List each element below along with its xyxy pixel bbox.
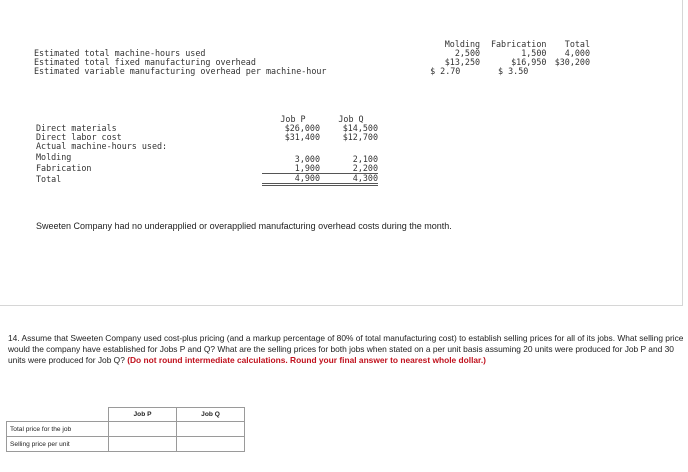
job-p-value: 1,900 bbox=[262, 164, 320, 174]
molding-value: 2,500 bbox=[454, 48, 481, 58]
job-costs-table bbox=[36, 115, 378, 186]
job-q-value: 4,300 bbox=[320, 174, 378, 185]
job-p-value: $31,400 bbox=[284, 132, 320, 142]
row-label: Total bbox=[36, 173, 62, 184]
job-p-value: 3,000 bbox=[294, 154, 320, 164]
rounding-instruction: (Do not round intermediate calculations. Round your final answer to nearest whole dollar.) bbox=[127, 355, 486, 365]
job-q-total-price-input[interactable] bbox=[177, 423, 244, 436]
row-label: Estimated total fixed manufacturing overhead bbox=[34, 57, 256, 67]
answer-header-row bbox=[7, 408, 245, 422]
row-label: Direct materials bbox=[36, 123, 117, 133]
row-label: Actual machine-hours used: bbox=[36, 141, 168, 151]
job-row bbox=[36, 151, 378, 164]
answer-header-job-p: Job P bbox=[109, 408, 177, 422]
row-label: Estimated total machine-hours used bbox=[34, 48, 206, 58]
header-job-q: Job Q bbox=[338, 114, 364, 124]
job-p-value: $26,000 bbox=[284, 123, 320, 133]
fabrication-value: $ 3.50 bbox=[498, 66, 529, 76]
job-p-value bbox=[262, 142, 320, 151]
job-p-value: 4,900 bbox=[262, 174, 320, 185]
header-job-p: Job P bbox=[280, 114, 306, 124]
header-molding: Molding bbox=[444, 39, 481, 49]
answer-row-total bbox=[7, 422, 245, 437]
job-p-unit-price-cell bbox=[109, 437, 177, 452]
row-label: Molding bbox=[36, 152, 72, 162]
job-q-unit-price-cell bbox=[177, 437, 245, 452]
job-q-value: $12,700 bbox=[342, 132, 378, 142]
row-label: Estimated variable manufacturing overhead per machine-hour bbox=[34, 66, 327, 76]
job-q-value bbox=[320, 142, 378, 151]
header-total: Total bbox=[564, 39, 590, 49]
job-q-total-price-cell bbox=[177, 422, 245, 437]
total-value: $30,200 bbox=[554, 57, 590, 67]
molding-value: $13,250 bbox=[444, 57, 481, 67]
job-row bbox=[36, 164, 378, 174]
job-row bbox=[36, 174, 378, 185]
molding-value: $ 2.70 bbox=[430, 66, 461, 76]
row-label: Fabrication bbox=[36, 163, 92, 174]
row-label-unit-price: Selling price per unit bbox=[7, 437, 109, 452]
answer-row-unit bbox=[7, 437, 245, 452]
over-underapplied-note: Sweeten Company had no underapplied or overapplied manufacturing overhead costs during the month. bbox=[36, 221, 452, 231]
row-label-total-price: Total price for the job bbox=[7, 422, 109, 437]
question-text: 14. Assume that Sweeten Company used cost-plus pricing (and a markup percentage of 80% of total manufacturing cost) to establish selling prices for all of its jobs. What selling price would the company have established for Jobs P and Q? What are the selling prices for both jobs when stated on a per unit basis assuming 20 units were produced for Job P and 30 units were produced for Job Q? bbox=[8, 333, 684, 365]
answer-header-job-q: Job Q bbox=[177, 408, 245, 422]
header-fabrication: Fabrication bbox=[490, 39, 547, 49]
job-q-unit-price-input[interactable] bbox=[177, 438, 244, 451]
row-label: Direct labor cost bbox=[36, 132, 122, 142]
job-row bbox=[36, 142, 378, 151]
answer-table bbox=[6, 407, 245, 452]
answer-header-blank bbox=[7, 408, 109, 422]
job-p-total-price-cell bbox=[109, 422, 177, 437]
fabrication-value: 1,500 bbox=[521, 48, 547, 58]
total-value bbox=[546, 67, 590, 76]
fabrication-value: $16,950 bbox=[511, 57, 547, 67]
estimates-table bbox=[34, 40, 590, 76]
estimates-row bbox=[34, 67, 590, 76]
total-value: 4,000 bbox=[564, 48, 590, 58]
job-q-value: $14,500 bbox=[342, 123, 378, 133]
job-q-value: 2,200 bbox=[320, 164, 378, 174]
question-14 bbox=[8, 333, 684, 366]
job-p-total-price-input[interactable] bbox=[109, 423, 176, 436]
job-p-unit-price-input[interactable] bbox=[109, 438, 176, 451]
job-q-value: 2,100 bbox=[352, 154, 378, 164]
